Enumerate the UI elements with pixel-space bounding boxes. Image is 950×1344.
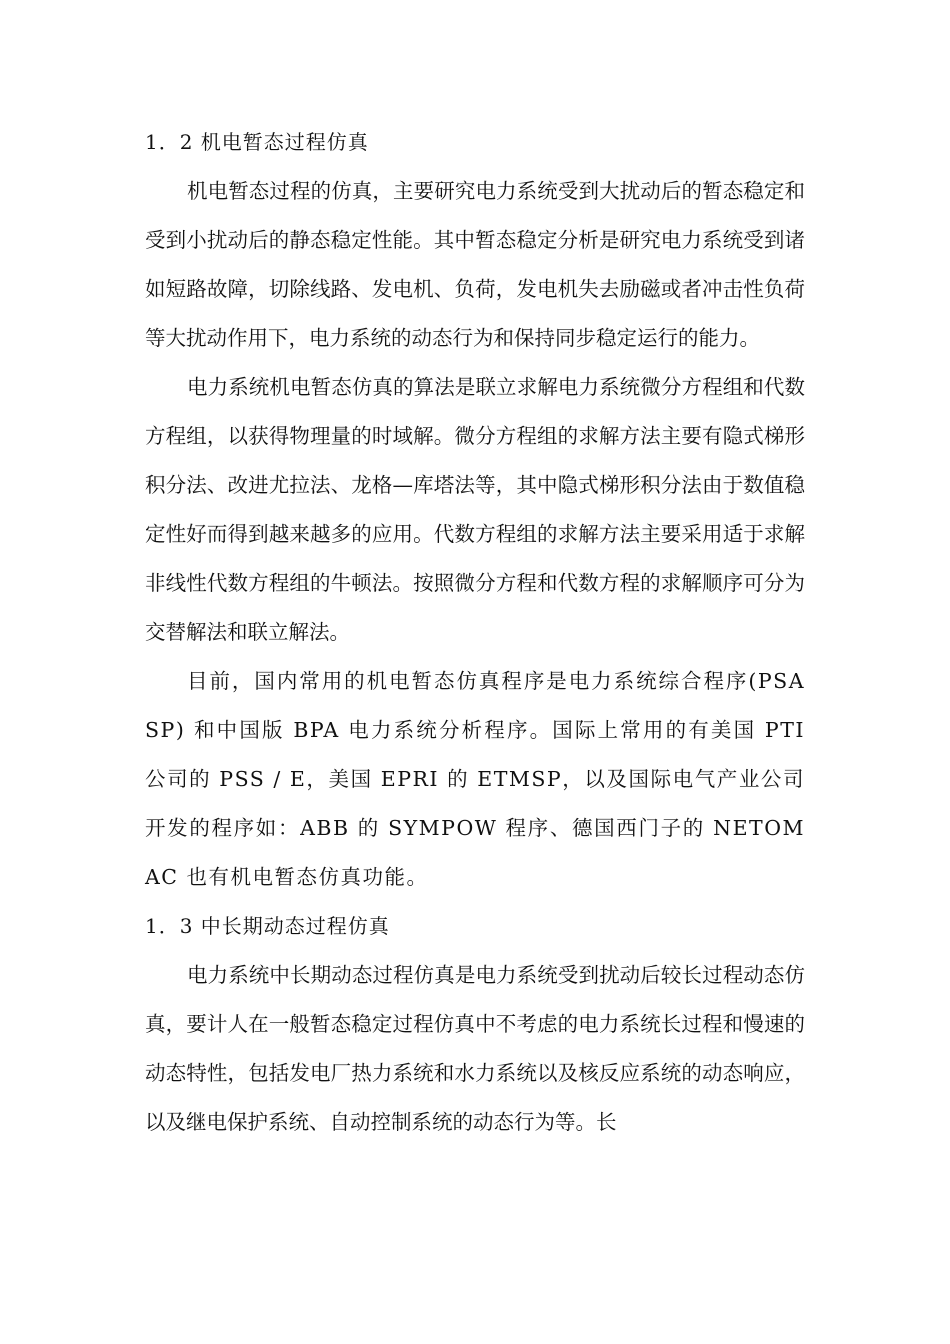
section-heading: 1．3 中长期动态过程仿真 <box>145 914 390 938</box>
paragraph: 电力系统中长期动态过程仿真是电力系统受到扰动后较长过程动态仿真，要计人在一般暂态稳定过程仿真中不考虑的电力系统长过程和慢速的动态特性，包括发电厂热力系统和水力系统以及核反应系统的动态响应，以及继电保护系统、自动控制系统的动态行为等。长 <box>145 963 805 1134</box>
paragraph: 电力系统机电暂态仿真的算法是联立求解电力系统微分方程组和代数方程组，以获得物理量的时域解。微分方程组的求解方法主要有隐式梯形积分法、改进尤拉法、龙格—库塔法等，其中隐式梯形积分法由于数值稳定性好而得到越来越多的应用。代数方程组的求解方法主要采用适于求解非线性代数方程组的牛顿法。按照微分方程和代数方程的求解顺序可分为交替解法和联立解法。 <box>145 375 805 644</box>
section-heading: 1．2 机电暂态过程仿真 <box>145 130 369 154</box>
paragraph: 机电暂态过程的仿真，主要研究电力系统受到大扰动后的暂态稳定和受到小扰动后的静态稳定性能。其中暂态稳定分析是研究电力系统受到诸如短路故障，切除线路、发电机、负荷，发电机失去励磁或者冲击性负荷等大扰动作用下，电力系统的动态行为和保持同步稳定运行的能力。 <box>145 179 805 350</box>
paragraph: 目前，国内常用的机电暂态仿真程序是电力系统综合程序(PSASP) 和中国版 BPA 电力系统分析程序。国际上常用的有美国 PTI 公司的 PSS / E，美国 EPRI 的 ETMSP，以及国际电气产业公司开发的程序如：ABB 的 SYMPOW 程序、德国西门子的 NETOMAC 也有机电暂态仿真功能。 <box>145 669 805 889</box>
document-body <box>145 118 805 1147</box>
